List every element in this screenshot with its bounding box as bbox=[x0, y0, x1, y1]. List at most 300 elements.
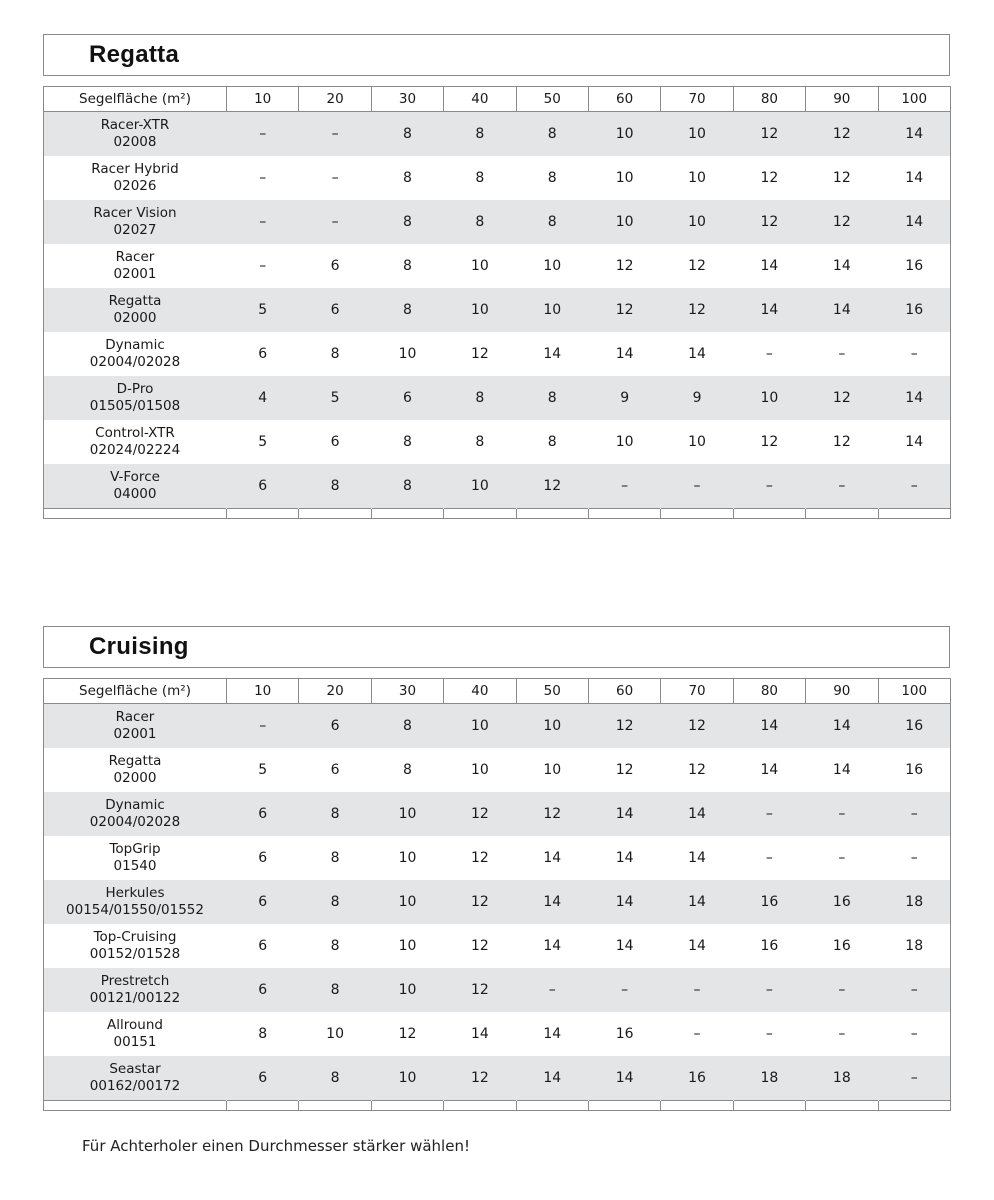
diameter-cell: 6 bbox=[227, 1056, 299, 1101]
diameter-cell: 16 bbox=[878, 748, 950, 792]
product-name: Racer Vision bbox=[93, 205, 177, 221]
diameter-cell: – bbox=[878, 1056, 950, 1101]
diameter-cell: 8 bbox=[371, 244, 443, 288]
product-name: V-Force bbox=[110, 469, 160, 485]
cruising-column-header: 40 bbox=[444, 679, 516, 704]
table-row bbox=[44, 420, 951, 464]
diameter-cell: – bbox=[878, 792, 950, 836]
diameter-cell: 10 bbox=[371, 836, 443, 880]
diameter-cell: 16 bbox=[878, 704, 950, 749]
diameter-cell: 10 bbox=[444, 464, 516, 509]
regatta-footer-row bbox=[44, 509, 951, 519]
diameter-cell: 8 bbox=[299, 792, 371, 836]
diameter-cell: 5 bbox=[227, 288, 299, 332]
product-name: Racer bbox=[115, 709, 155, 725]
diameter-cell: 12 bbox=[516, 792, 588, 836]
product-name: D-Pro bbox=[116, 381, 154, 397]
product-code: 02004/02028 bbox=[89, 354, 181, 370]
diameter-cell: 14 bbox=[878, 112, 950, 157]
product-cell bbox=[44, 880, 227, 924]
product-name: Racer bbox=[115, 249, 155, 265]
diameter-cell: 8 bbox=[227, 1012, 299, 1056]
diameter-cell: – bbox=[227, 244, 299, 288]
cruising-table-body bbox=[44, 704, 951, 1101]
diameter-cell: 14 bbox=[733, 748, 805, 792]
diameter-cell: – bbox=[299, 200, 371, 244]
product-cell bbox=[44, 156, 227, 200]
diameter-cell: 8 bbox=[444, 156, 516, 200]
footer-cell bbox=[371, 509, 443, 519]
diameter-cell: 8 bbox=[444, 420, 516, 464]
diameter-cell: 14 bbox=[806, 244, 878, 288]
diameter-cell: 6 bbox=[227, 924, 299, 968]
diameter-cell: 10 bbox=[444, 244, 516, 288]
footer-cell bbox=[299, 1101, 371, 1111]
table-row bbox=[44, 244, 951, 288]
diameter-cell: 8 bbox=[444, 200, 516, 244]
product-code: 02026 bbox=[113, 178, 157, 194]
table-row bbox=[44, 464, 951, 509]
product-code: 00162/00172 bbox=[89, 1078, 181, 1094]
diameter-cell: 14 bbox=[516, 1056, 588, 1101]
footer-cell bbox=[733, 1101, 805, 1111]
footer-cell bbox=[227, 1101, 299, 1111]
diameter-cell: 8 bbox=[371, 112, 443, 157]
diameter-cell: 12 bbox=[733, 420, 805, 464]
diameter-cell: 14 bbox=[516, 1012, 588, 1056]
diameter-cell: 12 bbox=[661, 244, 733, 288]
diameter-cell: 14 bbox=[806, 704, 878, 749]
diameter-cell: 12 bbox=[588, 244, 660, 288]
product-name: TopGrip bbox=[109, 841, 161, 857]
table-row bbox=[44, 200, 951, 244]
table-row bbox=[44, 836, 951, 880]
diameter-cell: 12 bbox=[806, 200, 878, 244]
diameter-cell: 10 bbox=[588, 112, 660, 157]
regatta-column-header: 30 bbox=[371, 87, 443, 112]
product-name: Herkules bbox=[105, 885, 165, 901]
cruising-column-header: 20 bbox=[299, 679, 371, 704]
diameter-cell: 8 bbox=[299, 968, 371, 1012]
product-code: 04000 bbox=[113, 486, 157, 502]
diameter-cell: 14 bbox=[516, 332, 588, 376]
diameter-cell: 10 bbox=[371, 1056, 443, 1101]
diameter-cell: 8 bbox=[516, 112, 588, 157]
regatta-column-header: 100 bbox=[878, 87, 950, 112]
diameter-cell: 12 bbox=[733, 112, 805, 157]
diameter-cell: 8 bbox=[371, 156, 443, 200]
diameter-cell: 12 bbox=[444, 836, 516, 880]
diameter-cell: 12 bbox=[806, 112, 878, 157]
regatta-column-header: 70 bbox=[661, 87, 733, 112]
diameter-cell: 10 bbox=[661, 200, 733, 244]
diameter-cell: 14 bbox=[588, 880, 660, 924]
diameter-cell: 10 bbox=[371, 968, 443, 1012]
diameter-cell: 10 bbox=[588, 156, 660, 200]
product-cell bbox=[44, 244, 227, 288]
diameter-cell: 5 bbox=[299, 376, 371, 420]
product-cell bbox=[44, 332, 227, 376]
diameter-cell: – bbox=[733, 792, 805, 836]
product-code: 02004/02028 bbox=[89, 814, 181, 830]
diameter-cell: 12 bbox=[733, 156, 805, 200]
product-name: Prestretch bbox=[100, 973, 170, 989]
diameter-cell: – bbox=[227, 200, 299, 244]
product-code: 00152/01528 bbox=[89, 946, 181, 962]
diameter-cell: – bbox=[588, 968, 660, 1012]
footnote: Für Achterholer einen Durchmesser stärker wählen! bbox=[82, 1137, 470, 1155]
footer-cell bbox=[516, 1101, 588, 1111]
cruising-column-header: 50 bbox=[516, 679, 588, 704]
diameter-cell: 14 bbox=[661, 792, 733, 836]
product-code: 02027 bbox=[113, 222, 157, 238]
diameter-cell: 14 bbox=[878, 376, 950, 420]
diameter-cell: 8 bbox=[371, 748, 443, 792]
diameter-cell: – bbox=[299, 156, 371, 200]
diameter-cell: 14 bbox=[878, 420, 950, 464]
diameter-cell: 10 bbox=[516, 748, 588, 792]
diameter-cell: 12 bbox=[661, 288, 733, 332]
diameter-cell: 8 bbox=[371, 704, 443, 749]
diameter-cell: 12 bbox=[806, 376, 878, 420]
diameter-cell: 6 bbox=[299, 748, 371, 792]
footer-cell bbox=[227, 509, 299, 519]
footer-cell bbox=[299, 509, 371, 519]
diameter-cell: – bbox=[806, 836, 878, 880]
diameter-cell: – bbox=[733, 332, 805, 376]
table-row bbox=[44, 156, 951, 200]
footer-cell bbox=[444, 1101, 516, 1111]
diameter-cell: 9 bbox=[661, 376, 733, 420]
diameter-cell: 10 bbox=[299, 1012, 371, 1056]
footer-cell bbox=[588, 1101, 660, 1111]
cruising-title: Cruising bbox=[89, 633, 189, 660]
table-row bbox=[44, 1056, 951, 1101]
product-code: 02008 bbox=[113, 134, 157, 150]
product-cell bbox=[44, 112, 227, 157]
table-row bbox=[44, 288, 951, 332]
footer-cell bbox=[733, 509, 805, 519]
diameter-cell: 10 bbox=[516, 244, 588, 288]
diameter-cell: 8 bbox=[516, 420, 588, 464]
product-cell bbox=[44, 924, 227, 968]
diameter-cell: – bbox=[299, 112, 371, 157]
diameter-cell: 10 bbox=[444, 704, 516, 749]
product-code: 00154/01550/01552 bbox=[66, 902, 204, 918]
diameter-cell: – bbox=[661, 464, 733, 509]
table-row bbox=[44, 792, 951, 836]
product-name: Allround bbox=[107, 1017, 163, 1033]
diameter-cell: 8 bbox=[516, 200, 588, 244]
diameter-cell: 12 bbox=[806, 420, 878, 464]
diameter-cell: 8 bbox=[516, 156, 588, 200]
diameter-cell: 14 bbox=[661, 924, 733, 968]
cruising-column-header: 70 bbox=[661, 679, 733, 704]
cruising-column-header: 10 bbox=[227, 679, 299, 704]
diameter-cell: 8 bbox=[371, 464, 443, 509]
product-cell bbox=[44, 968, 227, 1012]
diameter-cell: – bbox=[661, 1012, 733, 1056]
table-row bbox=[44, 1012, 951, 1056]
diameter-cell: 12 bbox=[444, 968, 516, 1012]
product-cell bbox=[44, 704, 227, 749]
diameter-cell: – bbox=[878, 836, 950, 880]
diameter-cell: 12 bbox=[733, 200, 805, 244]
product-code: 01505/01508 bbox=[89, 398, 181, 414]
regatta-header-row bbox=[44, 87, 951, 112]
regatta-column-header: 80 bbox=[733, 87, 805, 112]
diameter-cell: 14 bbox=[588, 332, 660, 376]
diameter-cell: – bbox=[878, 464, 950, 509]
diameter-cell: 8 bbox=[299, 332, 371, 376]
diameter-cell: 14 bbox=[661, 880, 733, 924]
regatta-title-box bbox=[43, 34, 950, 76]
footer-cell bbox=[878, 509, 950, 519]
product-code: 02001 bbox=[113, 726, 157, 742]
regatta-header-label: Segelfläche (m²) bbox=[44, 87, 227, 112]
regatta-column-header: 50 bbox=[516, 87, 588, 112]
diameter-cell: – bbox=[516, 968, 588, 1012]
regatta-column-header: 40 bbox=[444, 87, 516, 112]
diameter-cell: 16 bbox=[878, 288, 950, 332]
diameter-cell: 10 bbox=[588, 200, 660, 244]
diameter-cell: 10 bbox=[661, 112, 733, 157]
diameter-cell: 14 bbox=[588, 1056, 660, 1101]
diameter-cell: 18 bbox=[733, 1056, 805, 1101]
product-name: Regatta bbox=[108, 293, 162, 309]
regatta-table-body bbox=[44, 112, 951, 509]
diameter-cell: 14 bbox=[661, 332, 733, 376]
diameter-cell: 6 bbox=[299, 244, 371, 288]
diameter-cell: 14 bbox=[516, 880, 588, 924]
footer-cell bbox=[661, 509, 733, 519]
diameter-cell: 6 bbox=[227, 880, 299, 924]
footer-cell bbox=[444, 509, 516, 519]
regatta-column-header: 60 bbox=[588, 87, 660, 112]
diameter-cell: 10 bbox=[516, 704, 588, 749]
diameter-cell: 10 bbox=[661, 156, 733, 200]
diameter-cell: 14 bbox=[588, 792, 660, 836]
diameter-cell: 10 bbox=[371, 792, 443, 836]
diameter-cell: – bbox=[806, 968, 878, 1012]
diameter-cell: 6 bbox=[227, 464, 299, 509]
product-cell bbox=[44, 1012, 227, 1056]
product-cell bbox=[44, 836, 227, 880]
cruising-header-row bbox=[44, 679, 951, 704]
product-cell bbox=[44, 288, 227, 332]
diameter-cell: 8 bbox=[516, 376, 588, 420]
diameter-cell: 16 bbox=[588, 1012, 660, 1056]
diameter-cell: 6 bbox=[371, 376, 443, 420]
diameter-cell: 5 bbox=[227, 748, 299, 792]
diameter-cell: 16 bbox=[806, 924, 878, 968]
diameter-cell: – bbox=[878, 968, 950, 1012]
diameter-cell: 14 bbox=[733, 244, 805, 288]
diameter-cell: 12 bbox=[444, 880, 516, 924]
diameter-cell: – bbox=[227, 156, 299, 200]
diameter-cell: 14 bbox=[878, 156, 950, 200]
diameter-cell: 12 bbox=[444, 1056, 516, 1101]
diameter-cell: 10 bbox=[444, 288, 516, 332]
product-name: Top-Cruising bbox=[93, 929, 177, 945]
diameter-cell: 12 bbox=[444, 332, 516, 376]
diameter-cell: 6 bbox=[299, 420, 371, 464]
diameter-cell: 10 bbox=[588, 420, 660, 464]
diameter-cell: – bbox=[806, 1012, 878, 1056]
product-name: Dynamic bbox=[105, 797, 165, 813]
diameter-cell: – bbox=[227, 704, 299, 749]
product-cell bbox=[44, 464, 227, 509]
product-name: Regatta bbox=[108, 753, 162, 769]
diameter-cell: 12 bbox=[806, 156, 878, 200]
diameter-cell: 8 bbox=[299, 1056, 371, 1101]
regatta-column-header: 20 bbox=[299, 87, 371, 112]
diameter-cell: – bbox=[806, 792, 878, 836]
diameter-cell: 16 bbox=[806, 880, 878, 924]
diameter-cell: 16 bbox=[733, 880, 805, 924]
diameter-cell: 8 bbox=[299, 924, 371, 968]
diameter-cell: – bbox=[878, 332, 950, 376]
diameter-cell: 18 bbox=[806, 1056, 878, 1101]
table-row bbox=[44, 376, 951, 420]
product-code: 02000 bbox=[113, 770, 157, 786]
diameter-cell: 10 bbox=[516, 288, 588, 332]
product-cell bbox=[44, 420, 227, 464]
diameter-cell: 12 bbox=[516, 464, 588, 509]
diameter-cell: – bbox=[733, 464, 805, 509]
diameter-cell: – bbox=[227, 112, 299, 157]
footer-cell bbox=[878, 1101, 950, 1111]
diameter-cell: 10 bbox=[371, 924, 443, 968]
cruising-header-label: Segelfläche (m²) bbox=[44, 679, 227, 704]
table-row bbox=[44, 332, 951, 376]
cruising-footer-row bbox=[44, 1101, 951, 1111]
diameter-cell: 18 bbox=[878, 924, 950, 968]
regatta-column-header: 90 bbox=[806, 87, 878, 112]
diameter-cell: 14 bbox=[516, 836, 588, 880]
table-row bbox=[44, 704, 951, 749]
diameter-cell: 12 bbox=[588, 704, 660, 749]
product-cell bbox=[44, 748, 227, 792]
product-code: 02001 bbox=[113, 266, 157, 282]
diameter-cell: 4 bbox=[227, 376, 299, 420]
diameter-cell: – bbox=[733, 968, 805, 1012]
diameter-cell: 10 bbox=[661, 420, 733, 464]
diameter-cell: – bbox=[806, 464, 878, 509]
diameter-cell: 9 bbox=[588, 376, 660, 420]
diameter-cell: 12 bbox=[444, 792, 516, 836]
cruising-title-box bbox=[43, 626, 950, 668]
diameter-cell: 10 bbox=[371, 332, 443, 376]
diameter-cell: 14 bbox=[806, 748, 878, 792]
regatta-column-header: 10 bbox=[227, 87, 299, 112]
footer-cell bbox=[806, 1101, 878, 1111]
diameter-cell: 10 bbox=[444, 748, 516, 792]
diameter-cell: – bbox=[733, 1012, 805, 1056]
product-cell bbox=[44, 792, 227, 836]
cruising-column-header: 30 bbox=[371, 679, 443, 704]
product-code: 02000 bbox=[113, 310, 157, 326]
product-name: Racer-XTR bbox=[100, 117, 170, 133]
diameter-cell: 12 bbox=[371, 1012, 443, 1056]
diameter-cell: 16 bbox=[661, 1056, 733, 1101]
table-row bbox=[44, 748, 951, 792]
cruising-column-header: 60 bbox=[588, 679, 660, 704]
table-row bbox=[44, 968, 951, 1012]
footer-cell bbox=[44, 1101, 227, 1111]
diameter-cell: 10 bbox=[371, 880, 443, 924]
diameter-cell: 8 bbox=[299, 836, 371, 880]
footer-cell bbox=[588, 509, 660, 519]
diameter-cell: 12 bbox=[661, 748, 733, 792]
diameter-cell: 14 bbox=[733, 704, 805, 749]
diameter-cell: – bbox=[878, 1012, 950, 1056]
footer-cell bbox=[806, 509, 878, 519]
diameter-cell: – bbox=[661, 968, 733, 1012]
diameter-cell: 16 bbox=[878, 244, 950, 288]
diameter-cell: 14 bbox=[444, 1012, 516, 1056]
table-row bbox=[44, 924, 951, 968]
diameter-cell: 14 bbox=[661, 836, 733, 880]
regatta-title: Regatta bbox=[89, 41, 180, 68]
diameter-cell: 8 bbox=[299, 880, 371, 924]
footer-cell bbox=[44, 509, 227, 519]
diameter-cell: 14 bbox=[733, 288, 805, 332]
product-name: Control-XTR bbox=[95, 425, 175, 441]
product-code: 00121/00122 bbox=[89, 990, 181, 1006]
diameter-cell: 12 bbox=[444, 924, 516, 968]
regatta-table bbox=[43, 86, 951, 519]
diameter-cell: 6 bbox=[299, 704, 371, 749]
cruising-section bbox=[43, 626, 950, 1111]
diameter-cell: 8 bbox=[371, 420, 443, 464]
product-name: Seastar bbox=[109, 1061, 161, 1077]
diameter-cell: 8 bbox=[444, 112, 516, 157]
diameter-cell: 14 bbox=[806, 288, 878, 332]
diameter-cell: 8 bbox=[371, 288, 443, 332]
diameter-cell: 16 bbox=[733, 924, 805, 968]
diameter-cell: 6 bbox=[299, 288, 371, 332]
product-code: 02024/02224 bbox=[89, 442, 181, 458]
cruising-table bbox=[43, 678, 951, 1111]
cruising-column-header: 80 bbox=[733, 679, 805, 704]
product-code: 00151 bbox=[113, 1034, 157, 1050]
product-cell bbox=[44, 200, 227, 244]
diameter-cell: 6 bbox=[227, 332, 299, 376]
cruising-column-header: 100 bbox=[878, 679, 950, 704]
footer-cell bbox=[371, 1101, 443, 1111]
diameter-cell: 8 bbox=[444, 376, 516, 420]
footer-cell bbox=[516, 509, 588, 519]
product-code: 01540 bbox=[113, 858, 157, 874]
product-name: Racer Hybrid bbox=[91, 161, 179, 177]
diameter-cell: 12 bbox=[588, 288, 660, 332]
product-cell bbox=[44, 1056, 227, 1101]
cruising-column-header: 90 bbox=[806, 679, 878, 704]
footer-cell bbox=[661, 1101, 733, 1111]
product-cell bbox=[44, 376, 227, 420]
diameter-cell: 14 bbox=[588, 836, 660, 880]
diameter-cell: 8 bbox=[371, 200, 443, 244]
diameter-cell: 6 bbox=[227, 792, 299, 836]
diameter-cell: 14 bbox=[516, 924, 588, 968]
table-row bbox=[44, 112, 951, 157]
diameter-cell: 6 bbox=[227, 968, 299, 1012]
regatta-section bbox=[43, 34, 950, 519]
diameter-cell: 8 bbox=[299, 464, 371, 509]
diameter-cell: 18 bbox=[878, 880, 950, 924]
diameter-cell: 5 bbox=[227, 420, 299, 464]
